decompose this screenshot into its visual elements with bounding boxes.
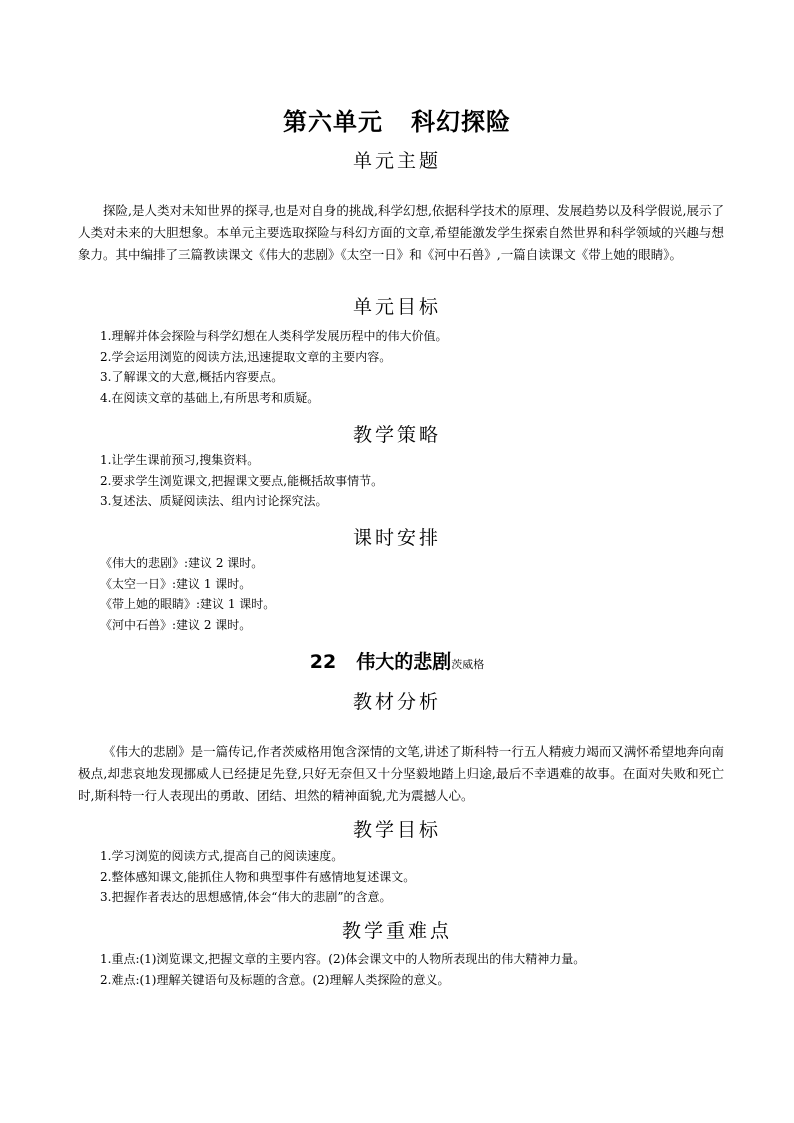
teaching-goals-list xyxy=(100,846,730,908)
list-item: 《太空一日》:建议 1 课时。 xyxy=(100,576,252,591)
unit-number: 第六单元 xyxy=(283,108,383,136)
list-item: 1.理解并体会探险与科学幻想在人类科学发展历程中的伟大价值。 xyxy=(100,329,448,343)
list-item: 2.要求学生浏览课文,把握课文要点,能概括故事情节。 xyxy=(100,473,384,488)
key-difficult-points-list xyxy=(100,949,730,990)
list-item: 1.重点:(1)浏览课文,把握文章的主要内容。(2)体会课文中的人物所表现出的伟大精神力量。 xyxy=(100,952,586,966)
section-heading-teaching-strategy: 教学策略 xyxy=(352,424,441,446)
list-item: 3.把握作者表达的思想感情,体会“伟大的悲剧”的含意。 xyxy=(100,890,392,904)
lesson-author: 茨威格 xyxy=(451,658,485,671)
unit-title xyxy=(0,102,794,137)
lesson-number: 22 xyxy=(309,651,337,673)
section-heading-unit-theme: 单元主题 xyxy=(352,150,441,172)
list-item: 3.复述法、质疑阅读法、组内讨论探究法。 xyxy=(100,494,328,508)
list-item: 2.难点:(1)理解关键语句及标题的含意。(2)理解人类探险的意义。 xyxy=(100,972,450,987)
lesson-title xyxy=(0,647,794,674)
section-heading-material-analysis: 教材分析 xyxy=(352,691,441,713)
material-analysis-paragraph: 《伟大的悲剧》是一篇传记,作者茨威格用饱含深情的文笔,讲述了斯科特一行五人精疲力竭而又满怀希望地奔向南极点,却悲哀地发现挪威人已经捷足先登,只好无奈但又十分坚毅地踏上归途,最后不幸遇难的故事。在面对失败和死亡时,斯科特一行人表现出的勇敢、团结、坦然的精神面貌,尤为震撼人心。 xyxy=(78,744,724,803)
list-item: 《带上她的眼睛》:建议 1 课时。 xyxy=(100,597,276,611)
list-item: 1.让学生课前预习,搜集资料。 xyxy=(100,453,260,467)
list-item: 2.整体感知课文,能抓住人物和典型事件有感情地复述课文。 xyxy=(100,869,416,884)
list-item: 2.学会运用浏览的阅读方法,迅速提取文章的主要内容。 xyxy=(100,349,392,364)
list-item: 3.了解课文的大意,概括内容要点。 xyxy=(100,370,284,384)
unit-theme-paragraph: 探险,是人类对未知世界的探寻,也是对自身的挑战,科学幻想,依据科学技术的原理、发展趋势以及科学假说,展示了人类对未来的大胆想象。本单元主要选取探险与科幻方面的文章,希望能激发学生探索自然世界和科学领域的兴趣与想象力。其中编排了三篇教读课文《伟大的悲剧》《太空一日》和《河中石兽》,一篇自读课文《带上她的眼睛》。 xyxy=(78,203,724,262)
section-heading-unit-goals: 单元目标 xyxy=(352,296,441,318)
teaching-strategy-list xyxy=(100,450,730,512)
unit-goals-list xyxy=(100,326,730,408)
list-item: 《伟大的悲剧》:建议 2 课时。 xyxy=(100,556,264,570)
unit-theme-label: 科幻探险 xyxy=(411,108,511,136)
section-heading-teaching-goals: 教学目标 xyxy=(352,819,441,841)
section-heading-schedule: 课时安排 xyxy=(352,527,441,549)
schedule-list xyxy=(100,553,730,635)
section-heading-key-difficult-points: 教学重难点 xyxy=(341,920,452,942)
list-item: 1.学习浏览的阅读方式,提高自己的阅读速度。 xyxy=(100,849,344,863)
lesson-name: 伟大的悲剧 xyxy=(356,651,452,673)
list-item: 4.在阅读文章的基础上,有所思考和质疑。 xyxy=(100,390,320,405)
list-item: 《河中石兽》:建议 2 课时。 xyxy=(100,617,252,632)
